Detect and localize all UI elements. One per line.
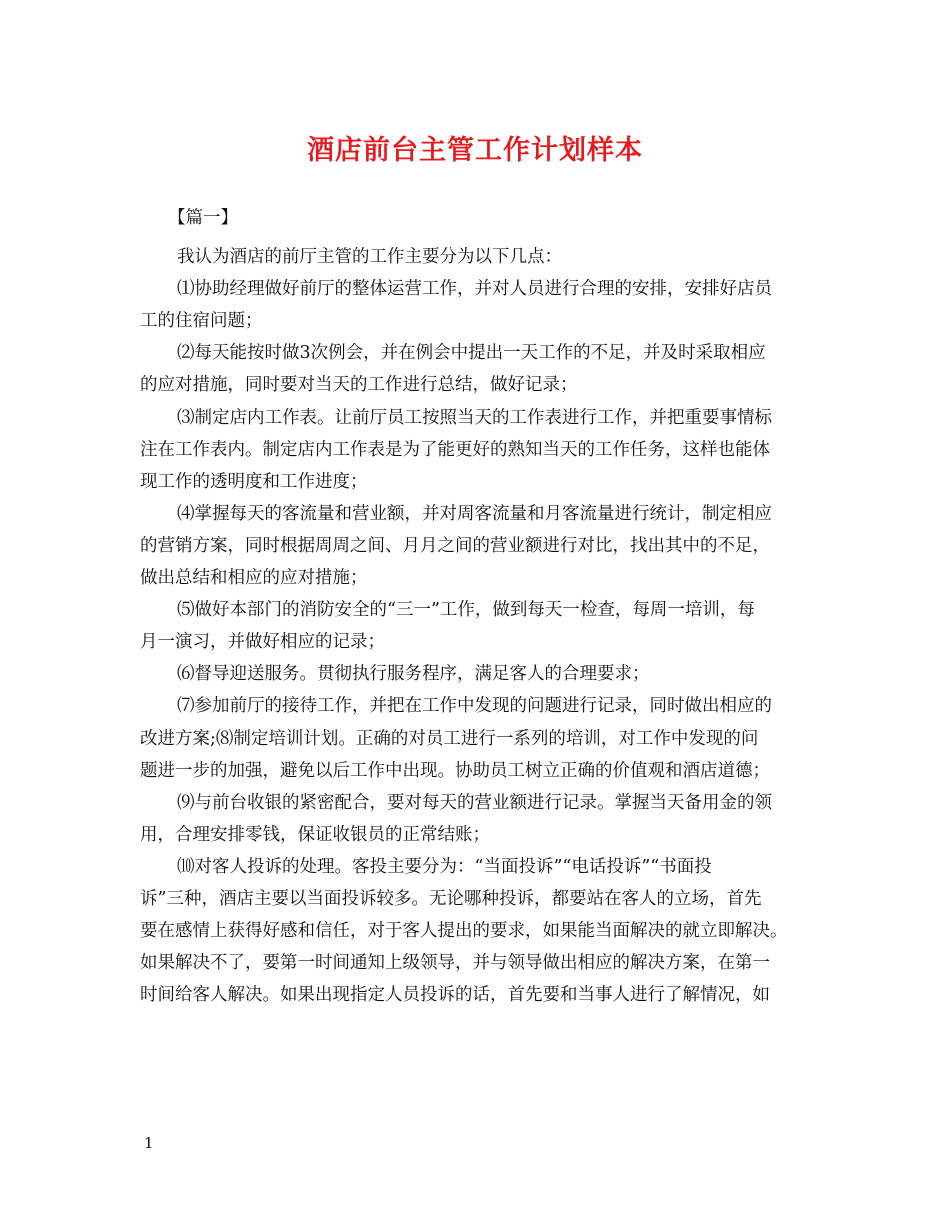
- body-line: 诉”三种，酒店主要以当面投诉较多。无论哪种投诉，都要站在客人的立场，首先: [140, 889, 762, 909]
- body-line: ⑵每天能按时做3次例会，并在例会中提出一天工作的不足，并及时采取相应: [177, 343, 766, 363]
- body-line: 月一演习，并做好相应的记录；: [140, 632, 385, 652]
- body-line: ⑴协助经理做好前厅的整体运营工作，并对人员进行合理的安排，安排好店员: [177, 279, 772, 299]
- body-line: ⑹督导迎送服务。贯彻执行服务程序，满足客人的合理要求；: [177, 664, 650, 684]
- body-line: 要在感情上获得好感和信任，对于客人提出的要求，如果能当面解决的就立即解决。: [140, 921, 788, 941]
- body-line: 注在工作表内。制定店内工作表是为了能更好的熟知当天的工作任务，这样也能体: [140, 440, 770, 460]
- body-line: 题进一步的加强，避免以后工作中出现。协助员工树立正确的价值观和酒店道德；: [140, 761, 770, 781]
- body-line: ⑸做好本部门的消防安全的“三一”工作，做到每天一检查，每周一培训，每: [177, 600, 755, 620]
- body-line: ⑶制定店内工作表。让前厅员工按照当天的工作表进行工作，并把重要事情标: [177, 408, 772, 428]
- page-number: 1: [144, 1134, 154, 1152]
- body-line: 我认为酒店的前厅主管的工作主要分为以下几点：: [177, 247, 562, 267]
- body-line: 的应对措施，同时要对当天的工作进行总结，做好记录；: [140, 375, 578, 395]
- body-line: 改进方案;⑻制定培训计划。正确的对员工进行一系列的培训，对工作中发现的问: [140, 729, 759, 749]
- body-line: 如果解决不了，要第一时间通知上级领导，并与领导做出相应的解决方案，在第一: [140, 953, 770, 973]
- section-label: 【篇一】: [168, 208, 238, 228]
- body-line: 工的住宿问题；: [140, 311, 263, 331]
- body-line: 现工作的透明度和工作进度；: [140, 472, 368, 492]
- body-line: ⑷掌握每天的客流量和营业额，并对周客流量和月客流量进行统计，制定相应: [177, 504, 772, 524]
- body-line: ⑽对客人投诉的处理。客投主要分为：“当面投诉”“电话投诉”“书面投: [177, 857, 712, 877]
- body-line: 做出总结和相应的应对措施；: [140, 568, 368, 588]
- body-line: 用，合理安排零钱，保证收银员的正常结账；: [140, 825, 490, 845]
- document-title: 酒店前台主管工作计划样本: [307, 135, 643, 166]
- body-line: ⑺参加前厅的接待工作，并把在工作中发现的问题进行记录，同时做出相应的: [177, 696, 772, 716]
- body-line: 的营销方案，同时根据周周之间、月月之间的营业额进行对比，找出其中的不足，: [140, 536, 770, 556]
- body-line: ⑼与前台收银的紧密配合，要对每天的营业额进行记录。掌握当天备用金的领: [177, 793, 772, 813]
- body-line: 时间给客人解决。如果出现指定人员投诉的话，首先要和当事人进行了解情况，如: [140, 985, 770, 1005]
